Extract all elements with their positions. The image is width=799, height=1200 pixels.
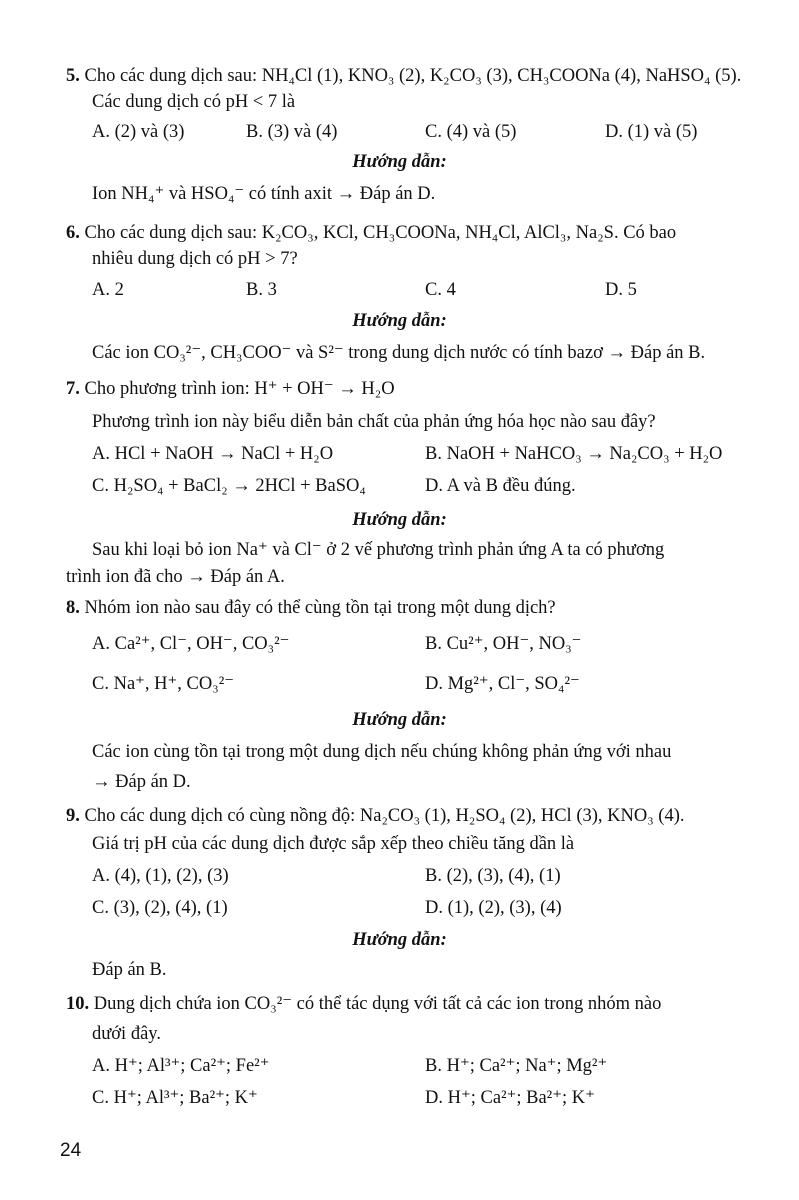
guide-text-cont: → Đáp án D. [92,772,191,792]
question-text-cont: nhiêu dung dịch có pH > 7? [92,249,298,269]
option-c: C. H₂SO₄ + BaCl₂ → 2HCl + BaSO₄ [92,476,366,496]
guide-text-cont: trình ion đã cho → Đáp án A. [66,567,285,587]
option-a: A. H⁺; Al³⁺; Ca²⁺; Fe²⁺ [92,1056,270,1076]
guide-text: Ion NH₄⁺ và HSO₄⁻ có tính axit → Đáp án D. [92,184,436,204]
question-9 [66,804,685,828]
option-a: A. HCl + NaOH → NaCl + H₂O [92,444,334,464]
guide-text: Các ion cùng tồn tại trong một dung dịch nếu chúng không phản ứng với nhau [92,742,672,762]
question-number: 7. [66,379,80,399]
option-b: B. Cu²⁺, OH⁻, NO₃⁻ [425,634,582,654]
question-text: Cho phương trình ion: H⁺ + OH⁻ → H₂O [84,379,395,399]
option-c: C. H⁺; Al³⁺; Ba²⁺; K⁺ [92,1088,258,1108]
guide-title: Hướng dẫn: [352,710,447,730]
option-c: C. (4) và (5) [425,122,517,142]
option-a: A. (4), (1), (2), (3) [92,866,229,886]
option-d: D. 5 [605,280,637,300]
option-d: D. (1) và (5) [605,122,698,142]
question-text-cont: dưới đây. [92,1024,161,1044]
question-text: Cho các dung dịch sau: K₂CO₃, KCl, CH₃COONa, NH₄Cl, AlCl₃, Na₂S. Có bao [84,223,677,243]
question-text: Nhóm ion nào sau đây có thể cùng tồn tại trong một dung dịch? [84,598,556,618]
guide-text: Đáp án B. [92,960,167,980]
guide-text: Sau khi loại bỏ ion Na⁺ và Cl⁻ ở 2 vế phương trình phản ứng A ta có phương [92,540,665,560]
option-c: C. (3), (2), (4), (1) [92,898,228,918]
option-b: B. 3 [246,280,277,300]
question-number: 5. [66,66,80,86]
guide-title: Hướng dẫn: [352,930,447,950]
option-c: C. 4 [425,280,456,300]
question-number: 8. [66,598,80,618]
question-number: 10. [66,994,90,1014]
option-d: D. A và B đều đúng. [425,476,576,496]
question-8 [66,596,556,620]
option-a: A. 2 [92,280,124,300]
question-text-cont: Các dung dịch có pH < 7 là [92,92,296,112]
option-b: B. NaOH + NaHCO₃ → Na₂CO₃ + H₂O [425,444,723,464]
question-10 [66,992,661,1016]
option-d: D. (1), (2), (3), (4) [425,898,562,918]
guide-title: Hướng dẫn: [352,152,447,172]
question-text-cont: Giá trị pH của các dung dịch được sắp xếp theo chiều tăng dần là [92,834,575,854]
option-a: A. Ca²⁺, Cl⁻, OH⁻, CO₃²⁻ [92,634,290,654]
guide-title: Hướng dẫn: [352,510,447,530]
question-text: Dung dịch chứa ion CO₃²⁻ có thể tác dụng với tất cả các ion trong nhóm nào [93,994,662,1014]
page-number: 24 [60,1140,82,1161]
question-5 [66,64,741,88]
option-d: D. Mg²⁺, Cl⁻, SO₄²⁻ [425,674,580,694]
guide-title: Hướng dẫn: [352,311,447,331]
question-text-cont: Phương trình ion này biểu diễn bản chất của phản ứng hóa học nào sau đây? [92,412,656,432]
question-6 [66,221,676,245]
question-number: 6. [66,223,80,243]
option-b: B. (3) và (4) [246,122,338,142]
question-text: Cho các dung dịch có cùng nồng độ: Na₂CO₃ (1), H₂SO₄ (2), HCl (3), KNO₃ (4). [84,806,685,826]
option-c: C. Na⁺, H⁺, CO₃²⁻ [92,674,235,694]
option-a: A. (2) và (3) [92,122,185,142]
option-b: B. H⁺; Ca²⁺; Na⁺; Mg²⁺ [425,1056,608,1076]
question-7 [66,377,395,401]
option-d: D. H⁺; Ca²⁺; Ba²⁺; K⁺ [425,1088,595,1108]
question-text: Cho các dung dịch sau: NH₄Cl (1), KNO₃ (2), K₂CO₃ (3), CH₃COONa (4), NaHSO₄ (5). [84,66,742,86]
guide-text: Các ion CO₃²⁻, CH₃COO⁻ và S²⁻ trong dung dịch nước có tính bazơ → Đáp án B. [92,343,706,363]
option-b: B. (2), (3), (4), (1) [425,866,561,886]
question-number: 9. [66,806,80,826]
